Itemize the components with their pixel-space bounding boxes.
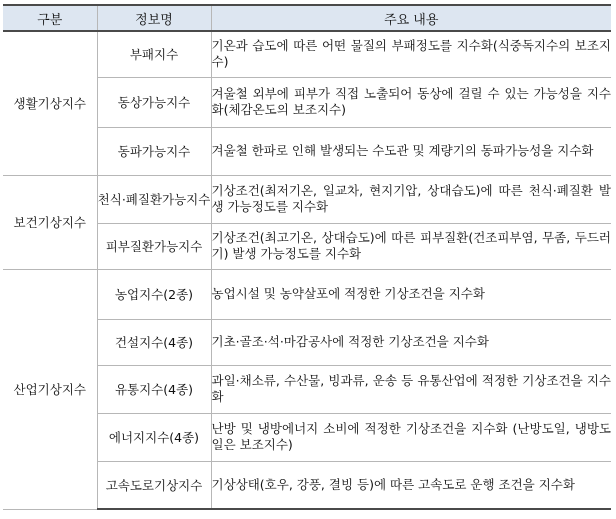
index-name: 유통지수(4종) xyxy=(114,382,194,397)
header-category: 구분 xyxy=(3,5,97,31)
category-cell xyxy=(3,269,97,509)
index-name: 건설지수(4종) xyxy=(114,335,194,350)
index-name: 고속도로기상지수 xyxy=(105,477,203,493)
description-cell: 난방 및 냉방에너지 소비에 적정한 기상조건을 지수화 (난방도일, 냉방도일은 보조지수) xyxy=(211,413,611,461)
category-cell xyxy=(3,31,97,175)
description-cell: 겨울철 외부에 피부가 직접 노출되어 동상에 걸릴 수 있는 가능성을 지수화(체감온도의 보조지수) xyxy=(211,77,611,127)
table-row xyxy=(3,31,611,77)
index-name-cell xyxy=(97,127,211,175)
header-info-name: 정보명 xyxy=(97,5,211,31)
index-name: 에너지지수(4종) xyxy=(108,430,200,445)
category-label: 보건기상지수 xyxy=(13,215,86,230)
index-name-cell xyxy=(97,223,211,269)
table-container xyxy=(3,4,611,510)
index-name: 피부질환가능지수 xyxy=(105,239,203,254)
index-name-cell xyxy=(97,319,211,365)
description-cell: 기온과 습도에 따른 어떤 물질의 부패정도를 지수화(식중독지수의 보조지수) xyxy=(211,31,611,77)
index-name: 천식·폐질환가능지수 xyxy=(97,192,211,207)
description-cell: 기상상태(호우, 강풍, 결빙 등)에 따른 고속도로 운행 조건을 지수화 xyxy=(211,461,611,509)
index-name-cell xyxy=(97,269,211,319)
index-name-cell xyxy=(97,77,211,127)
weather-index-table xyxy=(3,4,611,510)
index-name: 동상가능지수 xyxy=(117,95,191,110)
table-row xyxy=(3,269,611,319)
index-name: 동파가능지수 xyxy=(117,144,191,159)
category-label: 생활기상지수 xyxy=(13,96,86,112)
index-name-cell xyxy=(97,365,211,413)
header-row xyxy=(3,5,611,31)
index-name-cell xyxy=(97,175,211,223)
description-cell: 과일·채소류, 수산물, 빙과류, 운송 등 유통산업에 적정한 기상조건을 지수화 xyxy=(211,365,611,413)
category-cell xyxy=(3,175,97,269)
description-cell: 기상조건(최저기온, 일교차, 현지기압, 상대습도)에 따른 천식·폐질환 발생 가능정도를 지수화 xyxy=(211,175,611,223)
index-name-cell xyxy=(97,31,211,77)
index-name-cell xyxy=(97,413,211,461)
index-name: 농업지수(2종) xyxy=(114,287,194,302)
category-label: 산업기상지수 xyxy=(13,382,86,397)
table-row xyxy=(3,175,611,223)
description-cell: 기초·골조·석·마감공사에 적정한 기상조건을 지수화 xyxy=(211,319,611,365)
index-name: 부패지수 xyxy=(129,47,179,63)
description-cell: 겨울철 한파로 인해 발생되는 수도관 및 계량기의 동파가능성을 지수화 xyxy=(211,127,611,175)
header-main-content: 주요 내용 xyxy=(211,5,611,31)
description-cell: 기상조건(최고기온, 상대습도)에 따른 피부질환(건조피부염, 무좀, 두드러기) 발생 가능정도를 지수화 xyxy=(211,223,611,269)
index-name-cell xyxy=(97,461,211,509)
description-cell: 농업시설 및 농약살포에 적정한 기상조건을 지수화 xyxy=(211,269,611,319)
